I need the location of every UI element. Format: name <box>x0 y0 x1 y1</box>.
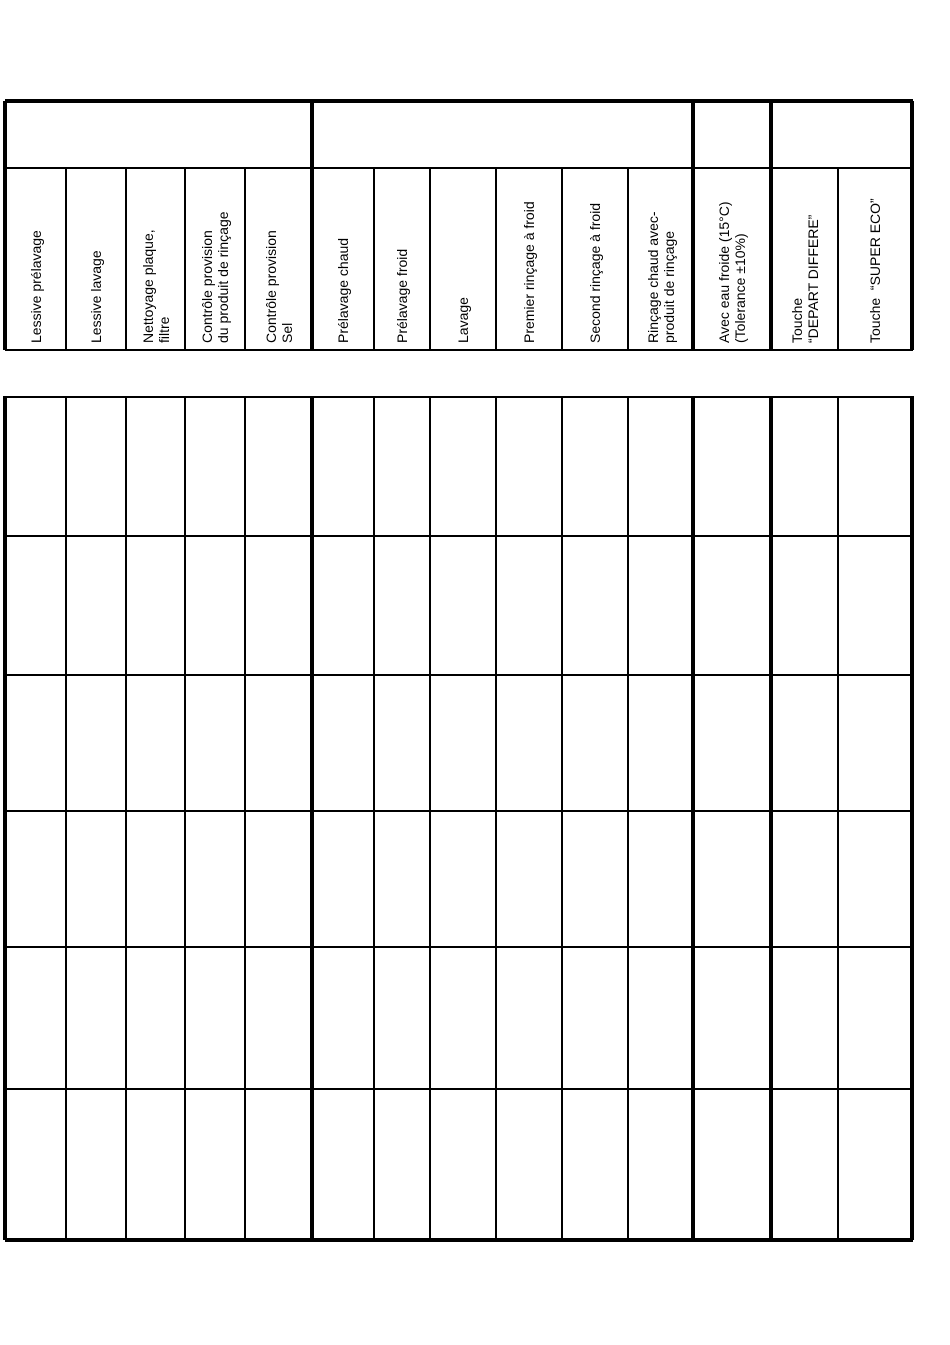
table-cell <box>562 1088 628 1240</box>
body-col-divider <box>910 396 914 1240</box>
column-header-controle-sel: Contrôle provision Sel <box>262 230 295 343</box>
table-cell <box>771 535 838 674</box>
table-cell <box>562 396 628 535</box>
group-header-cell <box>312 101 693 167</box>
table-cell <box>5 535 66 674</box>
table-cell <box>245 810 312 946</box>
column-header-touche-super-eco: Touche “SUPER ECO” <box>867 198 883 343</box>
body-col-divider <box>495 396 497 1240</box>
group-header-cell <box>771 101 912 167</box>
column-header-rincage-chaud: Rinçage chaud avec- produit de rinçage <box>644 211 677 343</box>
table-cell <box>693 810 771 946</box>
table-cell <box>126 946 185 1088</box>
table-cell <box>430 396 496 535</box>
table-cell <box>126 810 185 946</box>
table-cell <box>430 674 496 810</box>
table-cell <box>628 396 693 535</box>
body-row-divider <box>5 535 913 537</box>
table-cell <box>185 946 245 1088</box>
column-header-lessive-lavage: Lessive lavage <box>88 250 104 343</box>
header-col-divider <box>691 101 695 350</box>
table-cell <box>66 810 126 946</box>
table-cell <box>245 674 312 810</box>
table-cell <box>838 1088 912 1240</box>
table-cell <box>66 535 126 674</box>
header-col-divider <box>184 167 186 350</box>
table-cell <box>245 1088 312 1240</box>
table-cell <box>562 946 628 1088</box>
table-cell <box>5 1088 66 1240</box>
header-col-divider <box>910 101 914 350</box>
table-cell <box>185 535 245 674</box>
table-cell <box>312 1088 374 1240</box>
header-col-divider <box>310 101 314 350</box>
column-header-nettoyage-plaque: Nettoyage plaque, filtre <box>139 229 172 343</box>
body-top-rule <box>5 396 913 398</box>
body-row-divider <box>5 1088 913 1090</box>
group-header-cell <box>5 101 312 167</box>
table-cell <box>496 396 562 535</box>
column-header-prelavage-froid: Prélavage froid <box>394 248 410 343</box>
table-cell <box>374 1088 430 1240</box>
table-cell <box>838 535 912 674</box>
table-cell <box>374 674 430 810</box>
table-cell <box>374 396 430 535</box>
table-cell <box>628 810 693 946</box>
table-cell <box>245 946 312 1088</box>
table-cell <box>771 396 838 535</box>
table-cell <box>245 396 312 535</box>
table-cell <box>245 535 312 674</box>
header-col-divider <box>125 167 127 350</box>
body-col-divider <box>373 396 375 1240</box>
table-cell <box>430 946 496 1088</box>
table-cell <box>126 535 185 674</box>
table-cell <box>5 396 66 535</box>
body-col-divider <box>769 396 773 1240</box>
table-cell <box>628 674 693 810</box>
body-col-divider <box>561 396 563 1240</box>
table-cell <box>838 674 912 810</box>
body-col-divider <box>3 396 7 1240</box>
body-col-divider <box>691 396 695 1240</box>
table-cell <box>771 810 838 946</box>
body-col-divider <box>310 396 314 1240</box>
table-cell <box>496 535 562 674</box>
table-cell <box>562 810 628 946</box>
table-cell <box>185 1088 245 1240</box>
column-header-eau-froide: Avec eau froide (15°C) (Tolerance ±10%) <box>716 201 748 343</box>
column-header-lavage: Lavage <box>455 297 471 343</box>
header-col-divider <box>3 101 7 350</box>
table-cell <box>185 396 245 535</box>
header-col-divider <box>429 167 431 350</box>
table-cell <box>771 674 838 810</box>
table-cell <box>374 535 430 674</box>
column-header-premier-rincage: Premier rinçage à froid <box>521 201 537 343</box>
table-cell <box>312 810 374 946</box>
column-header-controle-rincage: Contrôle provision du produit de rinçage <box>199 211 231 343</box>
header-top-rule <box>5 99 913 103</box>
table-cell <box>838 396 912 535</box>
table-cell <box>628 535 693 674</box>
header-col-divider <box>65 167 67 350</box>
table-cell <box>312 946 374 1088</box>
table-cell <box>312 535 374 674</box>
table-cell <box>66 396 126 535</box>
body-col-divider <box>125 396 127 1240</box>
table-cell <box>66 674 126 810</box>
table-cell <box>496 946 562 1088</box>
table-cell <box>771 946 838 1088</box>
body-col-divider <box>837 396 839 1240</box>
body-row-divider <box>5 946 913 948</box>
table-cell <box>693 535 771 674</box>
table-cell <box>374 810 430 946</box>
table-cell <box>430 535 496 674</box>
group-header-cell <box>693 101 771 167</box>
header-col-divider <box>769 101 773 350</box>
table-cell <box>430 810 496 946</box>
table-cell <box>374 946 430 1088</box>
body-col-divider <box>627 396 629 1240</box>
body-col-divider <box>244 396 246 1240</box>
column-header-prelavage-chaud: Prélavage chaud <box>335 237 351 343</box>
table-cell <box>126 396 185 535</box>
header-col-divider <box>627 167 629 350</box>
header-col-divider <box>244 167 246 350</box>
table-cell <box>562 535 628 674</box>
body-row-divider <box>5 674 913 676</box>
table-cell <box>312 396 374 535</box>
table-cell <box>66 946 126 1088</box>
header-col-divider <box>837 167 839 350</box>
table-cell <box>5 946 66 1088</box>
table-cell <box>496 674 562 810</box>
table-cell <box>693 674 771 810</box>
header-col-divider <box>561 167 563 350</box>
table-cell <box>496 810 562 946</box>
table-cell <box>66 1088 126 1240</box>
column-header-lessive-prelavage: Lessive prélavage <box>27 230 44 343</box>
table-cell <box>771 1088 838 1240</box>
header-col-divider <box>495 167 497 350</box>
table-cell <box>5 674 66 810</box>
table-cell <box>185 810 245 946</box>
header-bottom-rule <box>5 349 913 351</box>
table-cell <box>185 674 245 810</box>
header-col-divider <box>373 167 375 350</box>
table-cell <box>628 946 693 1088</box>
table-cell <box>838 946 912 1088</box>
body-bottom-rule <box>5 1238 913 1242</box>
table-cell <box>693 396 771 535</box>
table-cell <box>430 1088 496 1240</box>
table-cell <box>126 674 185 810</box>
table-cell <box>693 1088 771 1240</box>
body-col-divider <box>429 396 431 1240</box>
table-cell <box>496 1088 562 1240</box>
body-row-divider <box>5 810 913 812</box>
column-header-touche-depart: Touche “DEPART DIFFERE” <box>788 214 821 343</box>
table-cell <box>693 946 771 1088</box>
table-cell <box>562 674 628 810</box>
table-cell <box>312 674 374 810</box>
body-col-divider <box>65 396 67 1240</box>
table-cell <box>838 810 912 946</box>
header-mid-rule <box>5 167 913 169</box>
table-cell <box>126 1088 185 1240</box>
table-cell <box>5 810 66 946</box>
table-cell <box>628 1088 693 1240</box>
column-header-second-rincage: Second rinçage à froid <box>587 202 603 343</box>
body-col-divider <box>184 396 186 1240</box>
